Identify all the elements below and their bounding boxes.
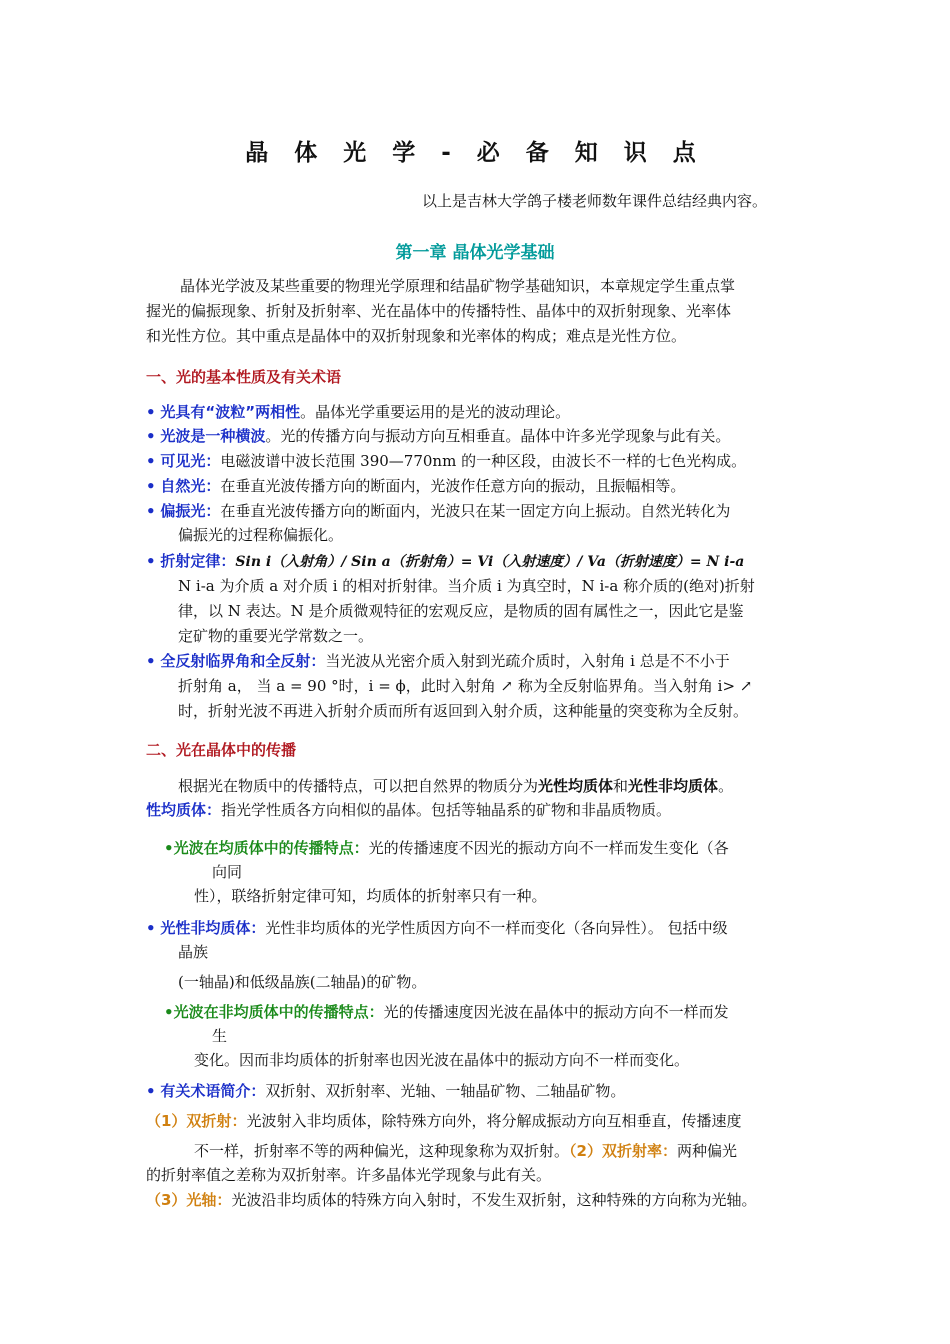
- anisotropic-definition: • 光性非均质体：光性非均质体的光学性质因方向不一样而变化（各向异性）。 包括中级: [146, 919, 728, 937]
- subtitle: 以上是吉林大学鸽子楼老师数年课件总结经典内容。: [422, 192, 768, 210]
- list-item: • 光波是一种横波。光的传播方向与振动方向互相垂直。晶体中许多光学现象与此有关。: [146, 427, 731, 445]
- refraction-law-line: N i-a 为介质 a 对介质 i 的相对折射律。当介质 i 为真空时，N i-a 称介质的(绝对)折射: [178, 577, 755, 595]
- homogeneous-propagation-line: 性），联络折射定律可知，均质体的折射率只有一种。: [194, 887, 547, 905]
- bullet-icon: •: [146, 427, 156, 445]
- anisotropic-line: (一轴晶)和低级晶族(二轴晶)的矿物。: [178, 973, 427, 991]
- term-birefringence: （1）双折射：光波射入非均质体，除特殊方向外，将分解成振动方向互相垂直，传播速度: [146, 1112, 742, 1130]
- refraction-law-item: • 折射定律：Sin i（入射角）/ Sin a（折射角）= Vi（入射速度）/ Va（折射速度）= N i-a: [146, 552, 745, 570]
- section-2-paragraph: 根据光在物质中的传播特点，可以把自然界的物质分为光性均质体和光性非均质体。: [178, 777, 734, 795]
- anisotropic-propagation-line: 生: [212, 1027, 228, 1045]
- section-1-heading: 一、光的基本性质及有关术语: [146, 368, 342, 386]
- bullet-icon: •: [146, 477, 156, 495]
- intro-line-2: 握光的偏振现象、折射及折射率、光在晶体中的传播特性、晶体中的双折射现象、光率体: [146, 302, 732, 320]
- page-title: 晶 体 光 学 - 必 备 知 识 点: [245, 140, 705, 166]
- bullet-icon: •: [146, 919, 156, 937]
- terms-intro: • 有关术语简介：双折射、双折射率、光轴、一轴晶矿物、二轴晶矿物。: [146, 1082, 626, 1100]
- bullet-icon: •: [146, 403, 156, 421]
- bullet-icon: •: [146, 652, 156, 670]
- total-reflection-line: 折射角 a， 当 a = 90 °时，i = ϕ，此时入射角 ↗ 称为全反射临界角。当入射角 i> ↗: [178, 677, 753, 695]
- refraction-law-line: 律，以 N 表达。N 是介质微观特征的宏观反应，是物质的固有属性之一，因此它是鉴: [178, 602, 744, 620]
- section-2-heading: 二、光在晶体中的传播: [146, 741, 297, 759]
- bullet-icon: •: [146, 452, 156, 470]
- term-birefringence-line: 不一样，折射率不等的两种偏光，这种现象称为双折射。（2）双折射率：两种偏光: [194, 1142, 737, 1160]
- intro-line-3: 和光性方位。其中重点是晶体中的双折射现象和光率体的构成；难点是光性方位。: [146, 327, 687, 345]
- bullet-icon: •: [146, 1082, 156, 1100]
- bullet-icon: •: [164, 839, 174, 857]
- bullet-icon: •: [164, 1003, 174, 1021]
- list-item-continuation: 偏振光的过程称偏振化。: [178, 526, 344, 544]
- bullet-icon: •: [146, 552, 156, 570]
- intro-line-1: 晶体光学波及某些重要的物理光学原理和结晶矿物学基础知识，本章规定学生重点掌: [180, 277, 736, 295]
- list-item: • 光具有“波粒”两相性。晶体光学重要运用的是光的波动理论。: [146, 403, 571, 421]
- homogeneous-definition: 性均质体：指光学性质各方向相似的晶体。包括等轴晶系的矿物和非晶质物质。: [146, 801, 672, 819]
- total-reflection-line: 时，折射光波不再进入折射介质而所有返回到入射介质，这种能量的突变称为全反射。: [178, 702, 749, 720]
- chapter-heading: 第一章 晶体光学基础: [395, 243, 555, 263]
- anisotropic-propagation-line: 变化。因而非均质体的折射率也因光波在晶体中的振动方向不一样而变化。: [194, 1051, 690, 1069]
- anisotropic-line: 晶族: [178, 943, 209, 961]
- term-birefringence-index-line: 的折射率值之差称为双折射率。许多晶体光学现象与此有关。: [146, 1166, 552, 1184]
- list-item: • 自然光：在垂直光波传播方向的断面内，光波作任意方向的振动，且振幅相等。: [146, 477, 686, 495]
- bullet-icon: •: [146, 502, 156, 520]
- term-optic-axis: （3）光轴：光波沿非均质体的特殊方向入射时，不发生双折射，这种特殊的方向称为光轴。: [146, 1191, 757, 1209]
- total-reflection-item: • 全反射临界角和全反射：当光波从光密介质入射到光疏介质时，入射角 i 总是不不小于: [146, 652, 730, 670]
- refraction-law-line: 定矿物的重要光学常数之一。: [178, 627, 374, 645]
- list-item: • 可见光：电磁波谱中波长范围 390—770nm 的一种区段，由波长不一样的七色光构成。: [146, 452, 747, 470]
- list-item: • 偏振光：在垂直光波传播方向的断面内，光波只在某一固定方向上振动。自然光转化为: [146, 502, 731, 520]
- homogeneous-propagation: •光波在均质体中的传播特点：光的传播速度不因光的振动方向不一样而发生变化（各: [164, 839, 729, 857]
- homogeneous-propagation-line: 向同: [212, 863, 243, 881]
- anisotropic-propagation: •光波在非均质体中的传播特点：光的传播速度因光波在晶体中的振动方向不一样而发: [164, 1003, 729, 1021]
